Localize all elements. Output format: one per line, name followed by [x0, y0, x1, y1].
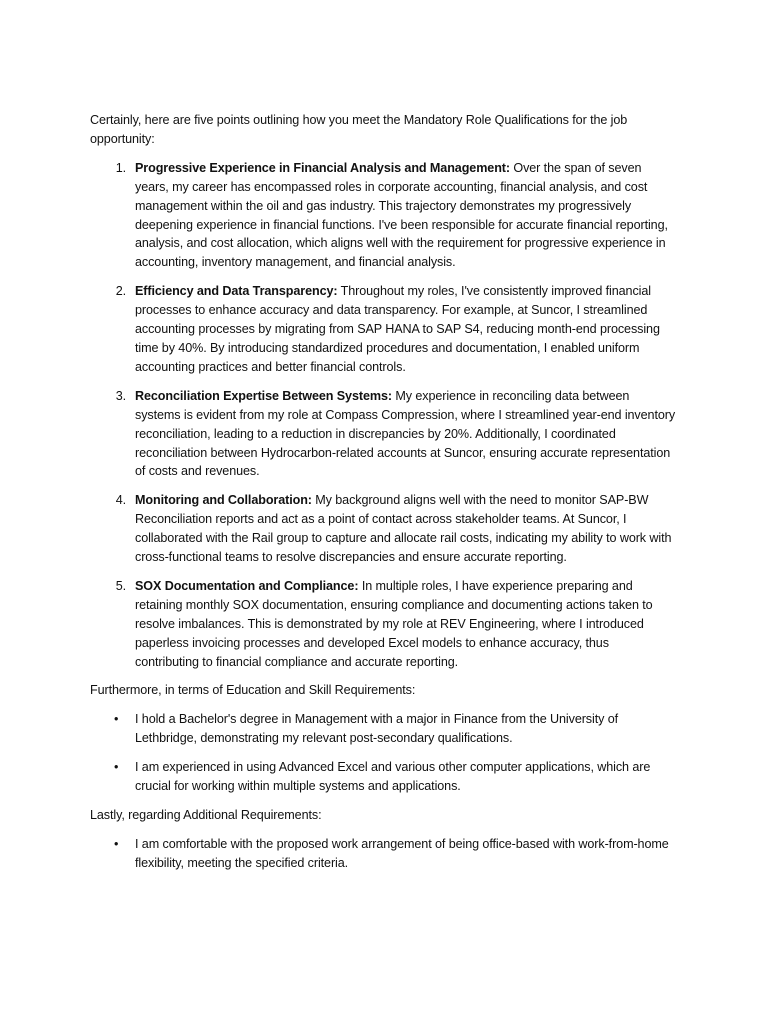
- intro-paragraph: Certainly, here are five points outlining how you meet the Mandatory Role Qualifications for the job opportunity:: [90, 113, 628, 146]
- point-title: Reconciliation Expertise Between Systems:: [135, 388, 392, 403]
- point-text: Throughout my roles, I've consistently improved financial processes to enhance accuracy and data transparency. For example, at Suncor, I streamlined accounting processes by migrating from SAP HANA to SAP S4, reducing month-end processing time by 40%. By introducing standardized procedures and documentation, I enabled uniform accounting practices and better financial controls.: [135, 284, 660, 374]
- list-item: [90, 491, 676, 567]
- qualification-points-list: [90, 159, 676, 672]
- list-item: [90, 282, 676, 377]
- list-item: [90, 387, 676, 482]
- point-title: Monitoring and Collaboration:: [135, 493, 312, 508]
- list-number: 2.: [115, 284, 126, 299]
- list-number: 1.: [115, 160, 126, 175]
- bullet-icon: •: [114, 760, 119, 775]
- list-item: [90, 159, 676, 272]
- list-number: 3.: [115, 388, 126, 403]
- point-text: In multiple roles, I have experience preparing and retaining monthly SOX documentation, ensuring compliance and documenting actions taken to resolve imbalances. This is demonstrated by my role at REV Engineering, where I introduced paperless invoicing processes and developed Excel models to enhance accuracy, thus contributing to financial compliance and accurate reporting.: [135, 578, 653, 669]
- bullet-text: I hold a Bachelor's degree in Management with a major in Finance from the University of Lethbridge, demonstrating my relevant post-secondary qualifications.: [135, 712, 619, 746]
- list-item: [90, 758, 676, 796]
- bullet-icon: •: [114, 712, 119, 727]
- list-number: 4.: [115, 493, 126, 508]
- list-item: [90, 577, 676, 672]
- bullet-icon: •: [114, 836, 119, 851]
- point-text: My background aligns well with the need to monitor SAP-BW Reconciliation reports and act as a point of contact across stakeholder teams. At Suncor, I collaborated with the Rail group to capture and allocate rail costs, indicating my ability to work with cross-functional teams to resolve discrepancies and ensure accurate reporting.: [135, 493, 672, 565]
- point-text: Over the span of seven years, my career has encompassed roles in corporate accounting, financial analysis, and cost management within the oil and gas industry. This trajectory demonstrates my progressively deepening experience in financial functions. I've been responsible for accurate financial reporting, analysis, and cost allocation, which aligns well with the requirement for progressive experience in accounting, inventory management, and financial analysis.: [135, 160, 668, 270]
- bullet-text: I am comfortable with the proposed work arrangement of being office-based with work-from-home flexibility, meeting the specified criteria.: [135, 836, 669, 870]
- document-body: [90, 111, 676, 883]
- education-heading: Furthermore, in terms of Education and Skill Requirements:: [90, 683, 416, 698]
- additional-bullets-list: [90, 835, 676, 873]
- point-title: Progressive Experience in Financial Analysis and Management:: [135, 160, 510, 175]
- education-bullets-list: [90, 710, 676, 796]
- bullet-text: I am experienced in using Advanced Excel and various other computer applications, which are crucial for working within multiple systems and applications.: [135, 760, 651, 794]
- list-item: [90, 710, 676, 748]
- point-text: My experience in reconciling data between systems is evident from my role at Compass Compression, where I streamlined year-end inventory reconciliation, leading to a reduction in discrepancies by 20%. Additionally, I coordinated reconciliation between Hydrocarbon-related accounts at Suncor, ensuring accurate representation of costs and revenues.: [135, 388, 676, 479]
- list-number: 5.: [115, 578, 126, 593]
- point-title: SOX Documentation and Compliance:: [135, 578, 359, 593]
- list-item: [90, 835, 676, 873]
- additional-heading: Lastly, regarding Additional Requirements:: [90, 808, 322, 822]
- point-title: Efficiency and Data Transparency:: [135, 284, 338, 299]
